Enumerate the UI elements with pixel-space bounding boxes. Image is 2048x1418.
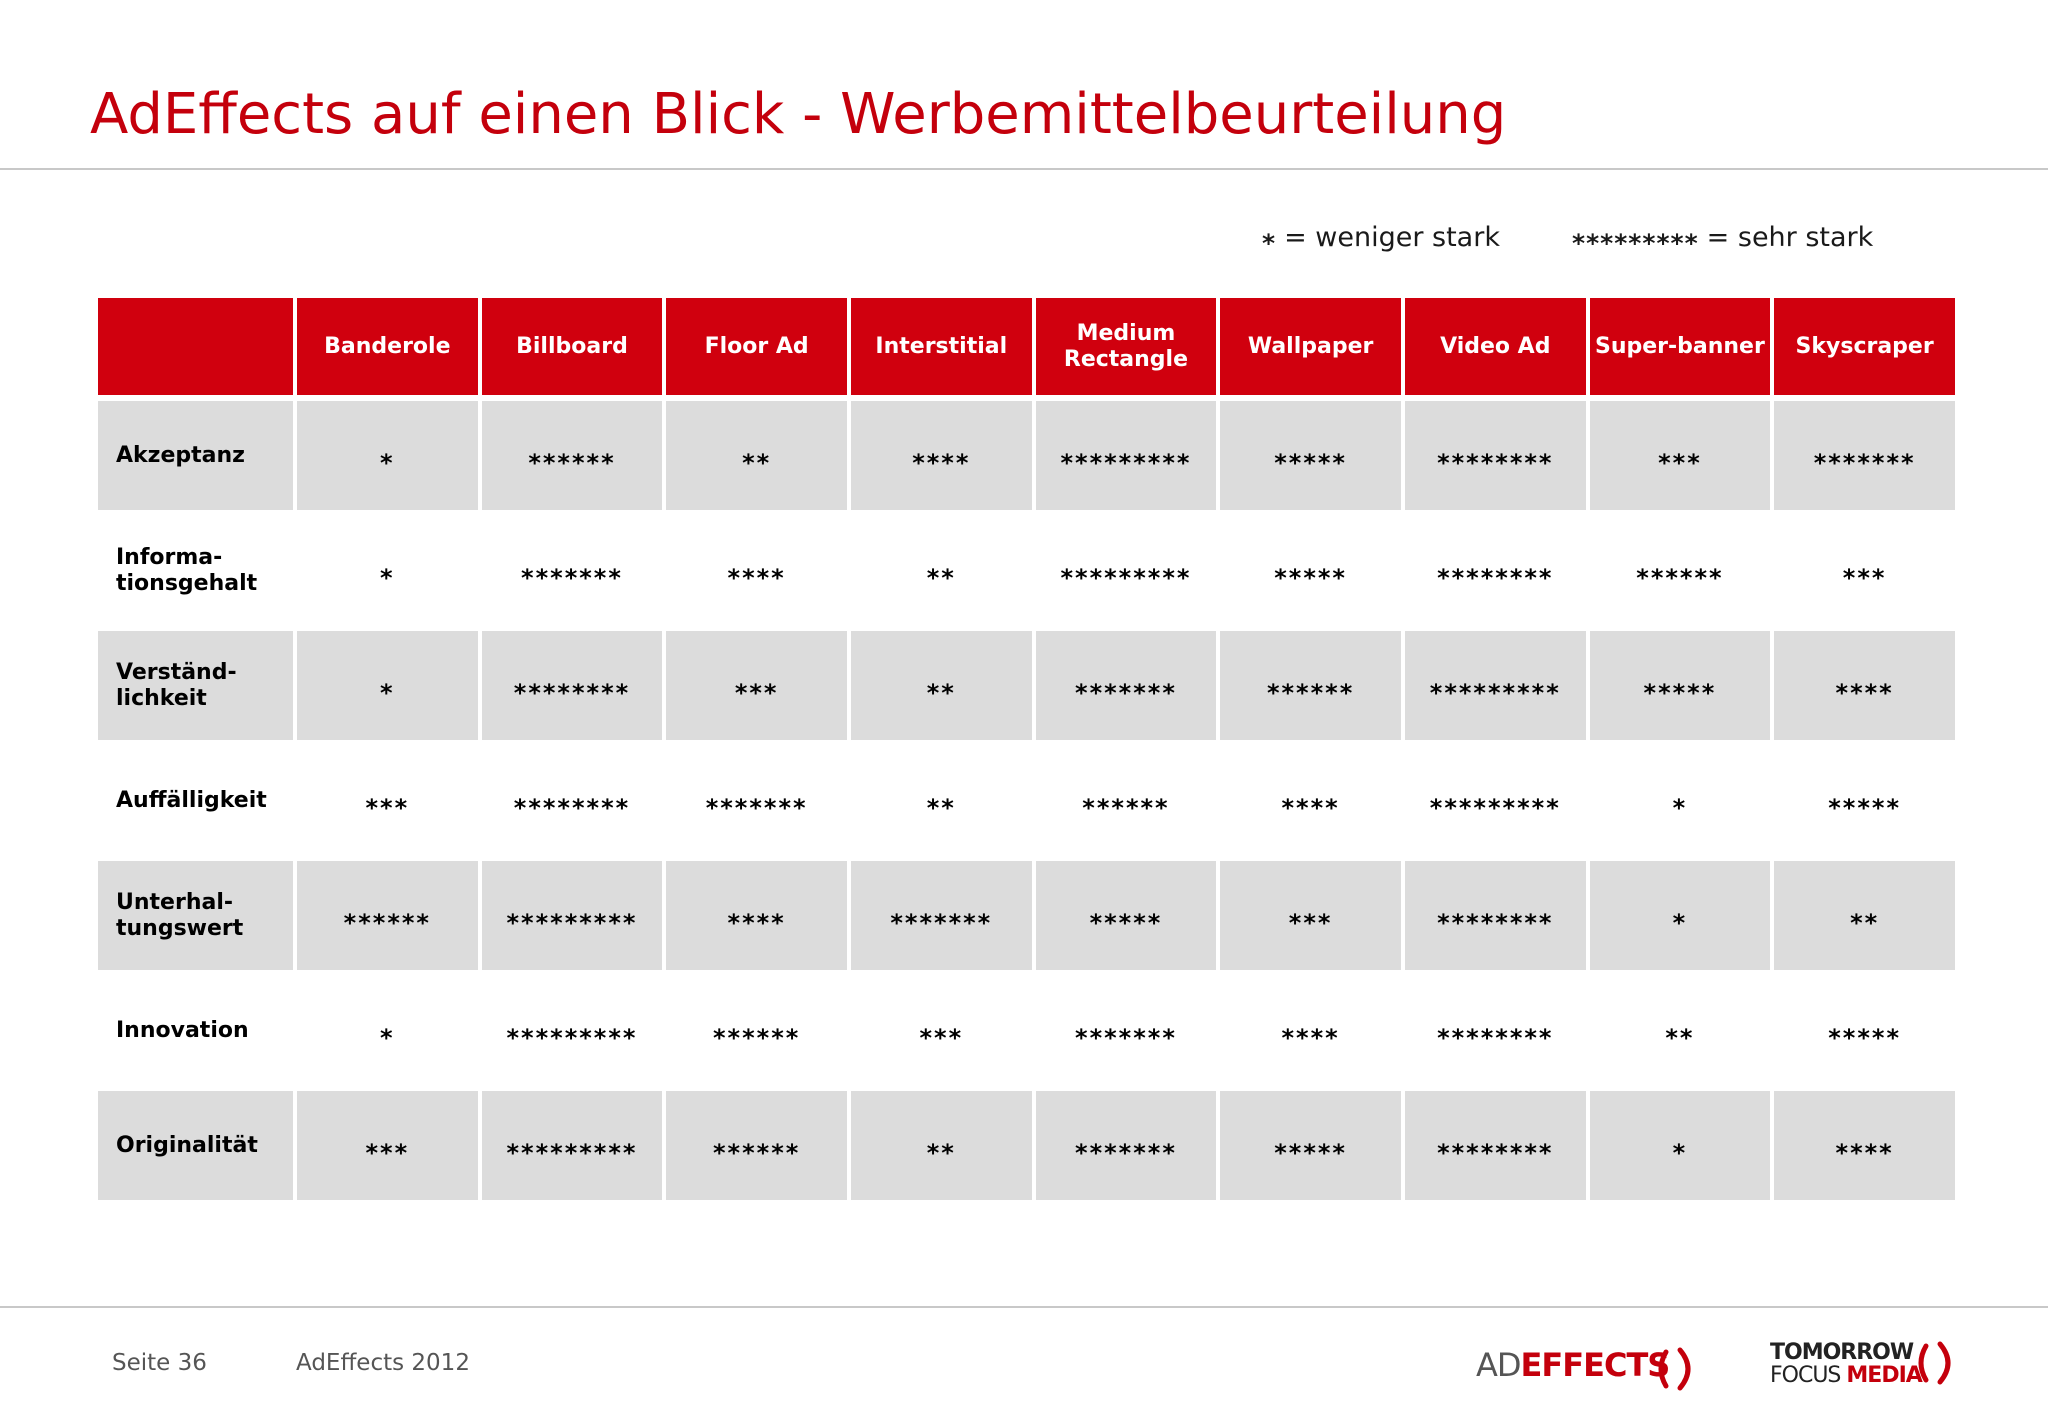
rating-cell: * <box>297 631 478 740</box>
rating-cell: ** <box>1774 861 1955 970</box>
rating-cell: **** <box>666 861 847 970</box>
legend-low-text: = weniger stark <box>1284 222 1500 253</box>
rating-cell: ******** <box>1405 401 1586 510</box>
table-row <box>98 861 1955 970</box>
column-header: Banderole <box>297 298 478 395</box>
table-row <box>98 1091 1955 1200</box>
table-row <box>98 401 1955 510</box>
rating-cell: ******** <box>482 631 663 740</box>
column-header: Billboard <box>482 298 663 395</box>
row-label: Innovation <box>98 976 293 1085</box>
rating-cell: ** <box>666 401 847 510</box>
rating-cell: **** <box>1220 976 1401 1085</box>
rating-cell: ******* <box>851 861 1032 970</box>
rating-cell: ** <box>851 1091 1032 1200</box>
logo-tomorrow-text: TOMORROW <box>1770 1340 1914 1365</box>
row-label: Originalität <box>98 1091 293 1200</box>
rating-cell: * <box>297 401 478 510</box>
rating-table <box>94 292 1959 1206</box>
adeffects-logo <box>1476 1346 1669 1384</box>
rating-cell: ****** <box>666 976 847 1085</box>
page-title: AdEffects auf einen Blick - Werbemittelbeurteilung <box>90 82 1507 147</box>
rating-cell: ******* <box>482 516 663 625</box>
rating-cell: ******** <box>1405 976 1586 1085</box>
rating-cell: ******** <box>1405 861 1586 970</box>
table-row <box>98 746 1955 855</box>
rating-cell: ***** <box>1590 631 1771 740</box>
rating-cell: ***** <box>1220 1091 1401 1200</box>
legend-low <box>1262 222 1500 258</box>
legend-low-stars: * <box>1262 229 1277 258</box>
rating-cell: * <box>1590 1091 1771 1200</box>
rating-cell: *** <box>1774 516 1955 625</box>
legend-high-stars: ********* <box>1572 229 1699 258</box>
row-label: Auffälligkeit <box>98 746 293 855</box>
rating-cell: *** <box>297 746 478 855</box>
column-header: Video Ad <box>1405 298 1586 395</box>
rating-cell: ***** <box>1774 976 1955 1085</box>
column-header: Super-banner <box>1590 298 1771 395</box>
rating-cell: * <box>1590 746 1771 855</box>
row-label: Informa-tionsgehalt <box>98 516 293 625</box>
rating-cell: ****** <box>1590 516 1771 625</box>
rating-cell: ** <box>851 516 1032 625</box>
rating-cell: ***** <box>1220 401 1401 510</box>
logo-media-text: MEDIA <box>1846 1363 1922 1388</box>
rating-cell: ***** <box>1774 746 1955 855</box>
rating-cell: *** <box>1220 861 1401 970</box>
rating-cell: *** <box>1590 401 1771 510</box>
rating-cell: **** <box>1220 746 1401 855</box>
column-header: Wallpaper <box>1220 298 1401 395</box>
rating-cell: * <box>297 516 478 625</box>
rating-cell: ******** <box>1405 1091 1586 1200</box>
rating-cell: ******** <box>482 746 663 855</box>
rating-cell: *** <box>851 976 1032 1085</box>
rating-cell: ****** <box>1036 746 1217 855</box>
rating-cell: ******* <box>666 746 847 855</box>
row-label: Unterhal-tungswert <box>98 861 293 970</box>
rating-cell: ***** <box>1036 861 1217 970</box>
row-label: Verständ-lichkeit <box>98 631 293 740</box>
rating-cell: *** <box>297 1091 478 1200</box>
legend-high <box>1572 222 1874 258</box>
rating-cell: **** <box>666 516 847 625</box>
row-label: Akzeptanz <box>98 401 293 510</box>
table-row <box>98 976 1955 1085</box>
rating-cell: * <box>1590 861 1771 970</box>
column-header: Skyscraper <box>1774 298 1955 395</box>
tomorrow-bracket-icon <box>1912 1340 1962 1386</box>
rating-cell: *** <box>666 631 847 740</box>
rating-cell: ** <box>851 746 1032 855</box>
rating-cell: ***** <box>1220 516 1401 625</box>
logo-effects-text: EFFECTS <box>1520 1346 1670 1384</box>
column-header: Medium Rectangle <box>1036 298 1217 395</box>
tomorrow-focus-media-logo <box>1770 1342 1922 1388</box>
table-row <box>98 631 1955 740</box>
rating-cell: **** <box>851 401 1032 510</box>
rating-cell: ** <box>851 631 1032 740</box>
rating-cell: ****** <box>666 1091 847 1200</box>
rating-cell: ********* <box>1036 516 1217 625</box>
rating-cell: ********* <box>1405 631 1586 740</box>
title-divider <box>0 168 2048 170</box>
rating-cell: ******* <box>1774 401 1955 510</box>
rating-cell: **** <box>1774 1091 1955 1200</box>
column-header: Floor Ad <box>666 298 847 395</box>
adeffects-bracket-icon <box>1652 1346 1704 1392</box>
rating-cell: ******* <box>1036 631 1217 740</box>
rating-cell: ******* <box>1036 1091 1217 1200</box>
footer-label: AdEffects 2012 <box>296 1350 470 1376</box>
rating-cell: ** <box>1590 976 1771 1085</box>
rating-cell: ********* <box>482 976 663 1085</box>
rating-cell: ****** <box>482 401 663 510</box>
rating-cell: ********* <box>1036 401 1217 510</box>
logo-focus-text: FOCUS <box>1770 1363 1841 1388</box>
rating-cell: ********* <box>482 861 663 970</box>
rating-cell: ******* <box>1036 976 1217 1085</box>
logo-ad-text: AD <box>1476 1346 1521 1384</box>
rating-cell: ******** <box>1405 516 1586 625</box>
legend-high-text: = sehr stark <box>1706 222 1874 253</box>
table-row <box>98 516 1955 625</box>
rating-cell: **** <box>1774 631 1955 740</box>
rating-cell: ********* <box>1405 746 1586 855</box>
rating-cell: ****** <box>297 861 478 970</box>
header-corner <box>98 298 293 395</box>
page-number: Seite 36 <box>112 1350 207 1376</box>
column-header: Interstitial <box>851 298 1032 395</box>
rating-cell: ****** <box>1220 631 1401 740</box>
rating-cell: * <box>297 976 478 1085</box>
footer-divider <box>0 1306 2048 1308</box>
table-header-row <box>98 298 1955 395</box>
rating-cell: ********* <box>482 1091 663 1200</box>
